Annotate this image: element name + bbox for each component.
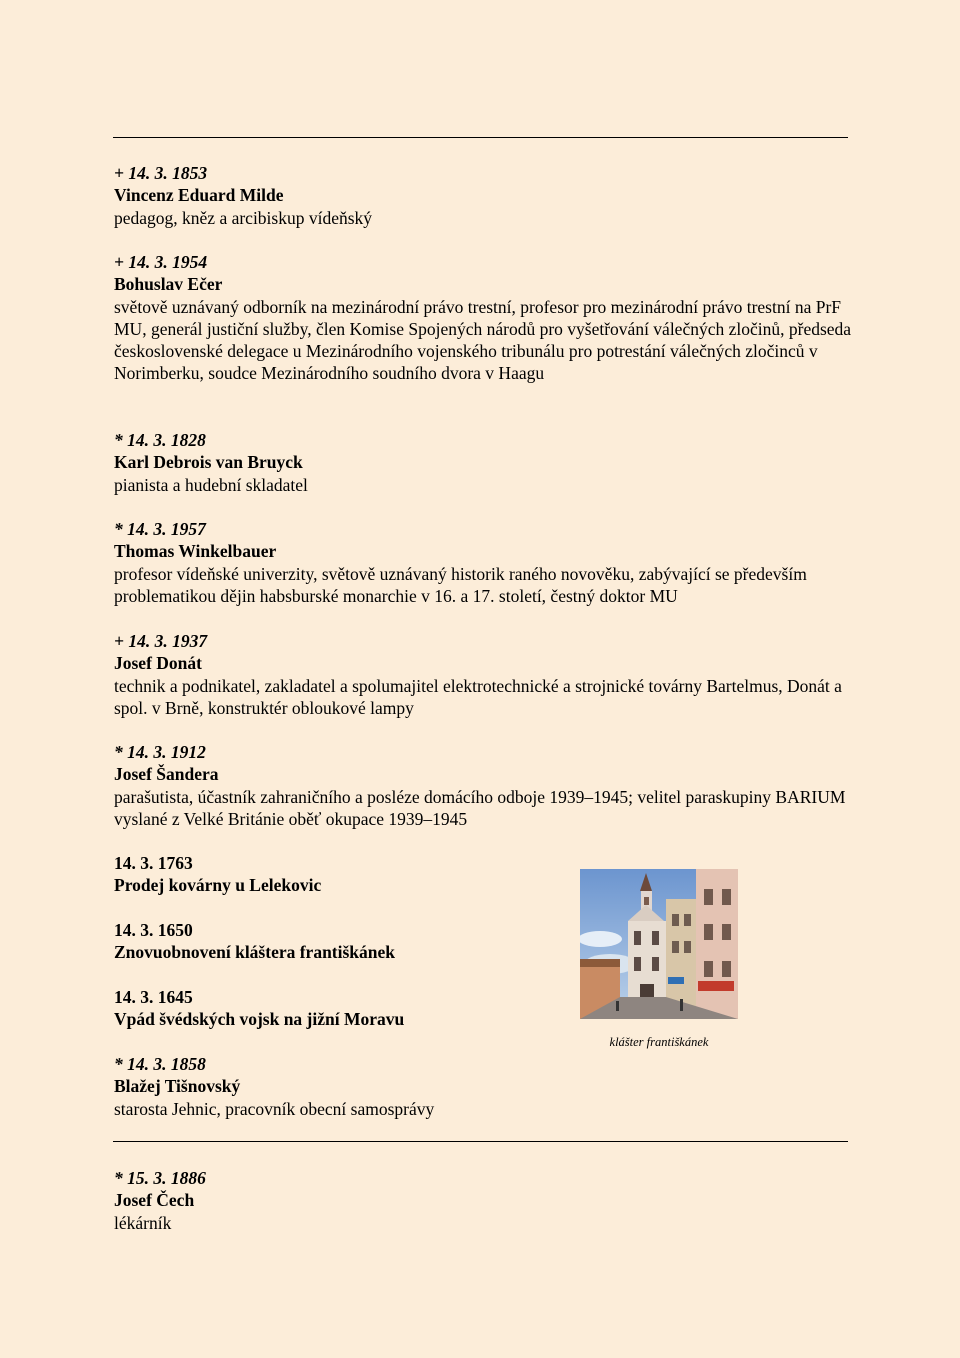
entry-date: * 15. 3. 1886: [114, 1168, 206, 1188]
entry-name: Znovuobnovení kláštera františkánek: [114, 942, 396, 963]
entry-date: + 14. 3. 1937: [114, 631, 208, 651]
entry-name: Thomas Winkelbauer: [114, 541, 277, 562]
entry-name: Vincenz Eduard Milde: [114, 185, 284, 206]
entry-date: 14. 3. 1645: [114, 987, 193, 1007]
bottom-rule: [113, 1141, 848, 1142]
entry-description: pianista a hudební skladatel: [114, 474, 308, 495]
entry-date: + 14. 3. 1954: [114, 252, 208, 272]
entry-date: 14. 3. 1763: [114, 853, 193, 873]
convent-street-photo: [580, 869, 738, 1019]
entry-date: * 14. 3. 1828: [114, 430, 206, 450]
entry-date: * 14. 3. 1912: [114, 742, 206, 762]
entry-cech: [114, 1167, 206, 1234]
top-rule: [113, 137, 848, 138]
entry-name: Bohuslav Ečer: [114, 274, 223, 295]
entry-description: pedagog, kněz a arcibiskup vídeňský: [114, 207, 373, 228]
entry-kovarna: [114, 852, 321, 897]
photo-caption: klášter františkánek: [609, 1035, 709, 1049]
entry-name: Josef Šandera: [114, 764, 219, 785]
entry-date: * 14. 3. 1957: [114, 519, 206, 539]
entry-description: lékárník: [114, 1212, 172, 1233]
entry-donat: [114, 630, 854, 719]
entry-date: 14. 3. 1650: [114, 920, 193, 940]
entry-vpad: [114, 986, 404, 1031]
entry-description: světově uznávaný odborník na mezinárodní právo trestní, profesor pro mezinárodní právo trestní na PrF MU, generál justiční služby, člen Komise Spojených národů pro vyšetřování válečných zločinů, předseda československé delegace u Mezinárodního vojenského tribunálu pro potrestání válečných zločinců v Norimberku, soudce Mezinárodního soudního dvora v Haagu: [114, 296, 852, 384]
entry-debrois: [114, 429, 308, 496]
entry-description: starosta Jehnic, pracovník obecní samosprávy: [114, 1098, 435, 1119]
entry-date: + 14. 3. 1853: [114, 163, 208, 183]
entry-ecer: [114, 251, 854, 385]
entry-tisnovsky: [114, 1053, 434, 1120]
entry-name: Josef Donát: [114, 653, 202, 674]
entry-milde: [114, 162, 372, 229]
entry-winkelbauer: [114, 518, 854, 607]
entry-name: Prodej kovárny u Lelekovic: [114, 875, 322, 896]
entry-name: Karl Debrois van Bruyck: [114, 452, 303, 473]
entry-description: parašutista, účastník zahraničního a posléze domácího odboje 1939–1945; velitel paraskupiny BARIUM vyslané z Velké Británie oběť okupace 1939–1945: [114, 786, 846, 829]
entry-name: Vpád švédských vojsk na jižní Moravu: [114, 1009, 405, 1030]
entry-description: profesor vídeňské univerzity, světově uznávaný historik raného novověku, zabývající se především problematikou dějin habsburské monarchie v 16. a 17. století, čestný doktor MU: [114, 563, 807, 606]
entry-name: Josef Čech: [114, 1190, 195, 1211]
entry-sandera: [114, 741, 854, 830]
entry-description: technik a podnikatel, zakladatel a spolumajitel elektrotechnické a strojnické továrny Bartelmus, Donát a spol. v Brně, konstruktér obloukové lampy: [114, 675, 842, 718]
entry-date: * 14. 3. 1858: [114, 1054, 206, 1074]
entry-name: Blažej Tišnovský: [114, 1076, 241, 1097]
entry-klaster: [114, 919, 395, 964]
